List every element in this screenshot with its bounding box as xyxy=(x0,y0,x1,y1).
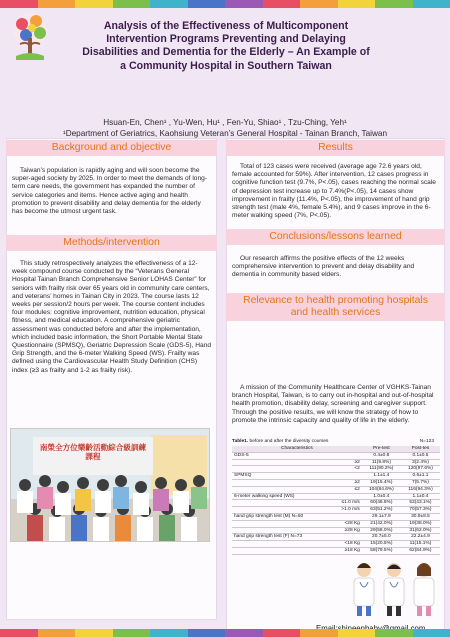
table-caption-text: before and after the diversity courses xyxy=(248,439,329,444)
table-value-cell: 70(57.3%) xyxy=(401,507,440,514)
table-value-cell: 111(90.2%) xyxy=(362,466,401,473)
hospital-logo-icon xyxy=(6,10,54,70)
poster-title xyxy=(62,20,390,73)
table-value-cell: 19(15.4%) xyxy=(362,479,401,486)
table-category-cell xyxy=(331,534,362,541)
table-row xyxy=(232,479,440,486)
table-category-cell xyxy=(331,452,362,459)
table-value-cell: 7(5.7%) xyxy=(401,479,440,486)
title-line: Disabilities and Dementia for the Elderly – An Example of xyxy=(82,46,370,59)
stripe-segment xyxy=(38,0,76,8)
stripe-segment xyxy=(150,629,188,637)
table-value-cell: 1.1±0.4 xyxy=(401,493,440,500)
table-category-cell: ≥2 xyxy=(331,479,362,486)
table-row xyxy=(232,527,440,534)
table-row xyxy=(232,493,440,500)
relevance-heading-line: Relevance to health promoting hospitals xyxy=(243,295,428,306)
methods-heading: Methods/intervention xyxy=(6,235,217,251)
stripe-segment xyxy=(300,0,338,8)
table-value-cell: 53(43.1%) xyxy=(401,500,440,507)
table-value-cell: 0.4±0.8 xyxy=(362,452,401,459)
table-value-cell: 11(15.1%) xyxy=(401,541,440,548)
stripe-segment xyxy=(75,0,113,8)
table-row xyxy=(232,452,440,459)
stripe-segment xyxy=(0,629,38,637)
table-row xyxy=(232,547,440,554)
table-characteristic-cell xyxy=(232,486,331,493)
stripe-segment xyxy=(188,0,226,8)
table-value-cell: 31(62.0%) xyxy=(401,527,440,534)
stripe-segment xyxy=(413,629,450,637)
table-characteristic-cell: SPMSQ xyxy=(232,473,331,480)
methods-text: This study retrospectively analyzes the effectiveness of a 12-week compound course conducted by the “Veterans General Hospital Tainan Branch Comprehensive Senior LOHAS Center” for seniors with frailty risk over 65 years old in community care centers, and veterans’ homes in Tainan City in 2023. The course lasts 12 weeks per session/2 hours per week. The course content includes four modules: cognitive improvement, nutrition education, physical fitness, and medical education. A comprehensive geriatric assessment was conducted before and after the implementation, which included basic information, the Short Portable Mental State Questionnaire (SPMSQ), Geriatric Depression Scale (GDS-5), Hand Grip Strength, and the 6-meter Walking Speed (WS). Frailty was defined using the Cardiovascular Health Study Definition (CHS) index (≥3 as frailty and 1-2 as frailty risk). xyxy=(12,260,211,374)
table-value-cell: 15(20.5%) xyxy=(362,541,401,548)
stripe-segment xyxy=(338,629,376,637)
stripe-segment xyxy=(375,629,413,637)
table-row xyxy=(232,473,440,480)
rainbow-border-bottom xyxy=(0,629,450,637)
table-characteristic-cell xyxy=(232,466,331,473)
table-category-cell xyxy=(331,473,362,480)
table-characteristic-cell: hand grip strength test (M) N=50 xyxy=(232,513,331,520)
stripe-segment xyxy=(150,0,188,8)
table-row xyxy=(232,507,440,514)
results-text: Total of 123 cases were received (average age 72.6 years old, female accounted for 59%). After intervention, 12 cases progress in cognitive function test (9.7%, P<.05), cases reaching the normal scale of depression test increase up to 7.4%(P<.05), 14 cases show improvement in frailty (11.4%, P<.05), the improvement of hand grip strength test (male 4%, female 5.4%), and 9 cases improve in the 6-meter walking speed (7%, P<.05). xyxy=(232,163,436,220)
table-category-cell: >1.0 m/s xyxy=(331,507,362,514)
table-characteristic-cell xyxy=(232,547,331,554)
table-row xyxy=(232,534,440,541)
table-value-cell: 20.7±5.0 xyxy=(362,534,401,541)
stripe-segment xyxy=(188,629,226,637)
rainbow-border-top xyxy=(0,0,450,8)
title-line: Analysis of the Effectiveness of Multicomponent xyxy=(103,20,349,32)
table-characteristic-cell xyxy=(232,527,331,534)
table-row xyxy=(232,466,440,473)
table-characteristic-cell: hand grip strength test (F) N=73 xyxy=(232,534,331,541)
table-header-cell: Pre-test xyxy=(362,446,401,452)
table-row xyxy=(232,541,440,548)
relevance-text: A mission of the Community Healthcare Center of VGHKS-Tainan branch Hospital, Taiwan, is to carry out in-hospital and out-of-hospital health promotion, disability delay, screening and caregiver support. Through the positive results, we will know the strategy of how to promote the intrinsic capacity and quality of life in the elderly. xyxy=(232,384,434,424)
conclusions-heading: Conclusions/lessons learned xyxy=(226,229,445,245)
table-value-cell: 60(48.8%) xyxy=(362,500,401,507)
table-row xyxy=(232,513,440,520)
stripe-segment xyxy=(225,629,263,637)
stripe-segment xyxy=(75,629,113,637)
table-value-cell: 62(84.9%) xyxy=(401,547,440,554)
table-category-cell: ≤2 xyxy=(331,486,362,493)
table-category-cell: ≥2 xyxy=(331,459,362,466)
stripe-segment xyxy=(113,0,151,8)
table-header-cell: Post-tes xyxy=(401,446,440,452)
table-category-cell: <18 Kg xyxy=(331,541,362,548)
table-value-cell: 1.1±1.4 xyxy=(362,473,401,480)
stripe-segment xyxy=(263,629,301,637)
stripe-segment xyxy=(375,0,413,8)
table-characteristic-cell: 6-meter walking speed (WS) xyxy=(232,493,331,500)
table-header-cell: Characteristics xyxy=(232,446,362,452)
photo-banner-text: 南榮全方位樂齡活動綜合級訓練課程 xyxy=(39,443,147,461)
stripe-segment xyxy=(225,0,263,8)
background-heading: Background and objective xyxy=(6,140,217,156)
table-value-cell: 63(51.2%) xyxy=(362,507,401,514)
stripe-segment xyxy=(413,0,450,8)
table-characteristic-cell xyxy=(232,507,331,514)
table-characteristic-cell xyxy=(232,541,331,548)
table-sample-size: N=123 xyxy=(419,439,434,444)
table-caption-label: Table1. xyxy=(232,439,249,444)
relevance-heading-line: and health services xyxy=(290,307,381,318)
photo-banner xyxy=(33,437,153,475)
background-text: Taiwan’s population is rapidly aging and will soon become the super-aged society by 2025. In order to meet the demands of long-term care needs, the government has expanded the number of service categories and items. Hence active aging and health promotion to prevent disability and delay dementia for the elderly has become the utmost urgent task. xyxy=(12,167,207,216)
table-value-cell: 3(2.4%) xyxy=(401,459,440,466)
table-value-cell: 0.1±0.5 xyxy=(401,452,440,459)
table-category-cell: ≤1.0 m/s xyxy=(331,500,362,507)
table-category-cell: <2 xyxy=(331,466,362,473)
title-line: Intervention Programs Preventing and Delaying xyxy=(106,33,346,46)
stripe-segment xyxy=(263,0,301,8)
table-value-cell: 19(38.0%) xyxy=(401,520,440,527)
table-value-cell: 11(9.8%) xyxy=(362,459,401,466)
table-value-cell: 21(42.0%) xyxy=(362,520,401,527)
table-category-cell xyxy=(331,493,362,500)
table-characteristic-cell xyxy=(232,479,331,486)
table-row xyxy=(232,500,440,507)
table-value-cell: 1.0±0.4 xyxy=(362,493,401,500)
table-value-cell: 58(79.5%) xyxy=(362,547,401,554)
table-value-cell: 104(84.6%) xyxy=(362,486,401,493)
table-category-cell: <28 Kg xyxy=(331,520,362,527)
stripe-segment xyxy=(113,629,151,637)
table-category-cell: ≥28 Kg xyxy=(331,527,362,534)
affiliation: ¹Department of Geriatrics, Kaohsiung Veteran’s General Hospital - Tainan Branch, Taiwan xyxy=(62,129,388,138)
stripe-segment xyxy=(300,629,338,637)
table-characteristic-cell xyxy=(232,459,331,466)
table-row xyxy=(232,486,440,493)
table-category-cell: ≥18 Kg xyxy=(331,547,362,554)
stripe-segment xyxy=(38,629,76,637)
table-value-cell: 0.6±1.1 xyxy=(401,473,440,480)
table-row xyxy=(232,520,440,527)
table-value-cell: 120(97.6%) xyxy=(401,466,440,473)
table-value-cell: 29(58.0%) xyxy=(362,527,401,534)
table-row xyxy=(232,459,440,466)
table-characteristic-cell xyxy=(232,520,331,527)
title-line: a Community Hospital in Southern Taiwan xyxy=(120,59,332,72)
group-photo xyxy=(10,428,210,542)
table-value-cell: 30.9±8.5 xyxy=(401,513,440,520)
stripe-segment xyxy=(0,0,38,8)
table-caption xyxy=(232,439,440,445)
results-table xyxy=(232,446,440,555)
table-characteristic-cell: GDS-5 xyxy=(232,452,331,459)
table-characteristic-cell xyxy=(232,500,331,507)
doctors-illustration-icon xyxy=(346,558,442,618)
table-value-cell: 116(94.3%) xyxy=(401,486,440,493)
author-list: Hsuan-En, Chen¹ , Yu-Wen, Hu¹ , Fen-Yu, Shiao¹ , Tzu-Ching, Yeh¹ xyxy=(103,118,347,127)
table-value-cell: 29.1±7.9 xyxy=(362,513,401,520)
table-value-cell: 22.2±4.9 xyxy=(401,534,440,541)
results-heading: Results xyxy=(226,140,445,156)
relevance-heading xyxy=(226,293,445,321)
table-category-cell xyxy=(331,513,362,520)
stripe-segment xyxy=(338,0,376,8)
table-body xyxy=(232,452,440,554)
conclusions-text: Our research affirms the positive effects of the 12 weeks comprehensive intervention to prevent and delay disability and dementia in community based elders. xyxy=(232,255,415,279)
